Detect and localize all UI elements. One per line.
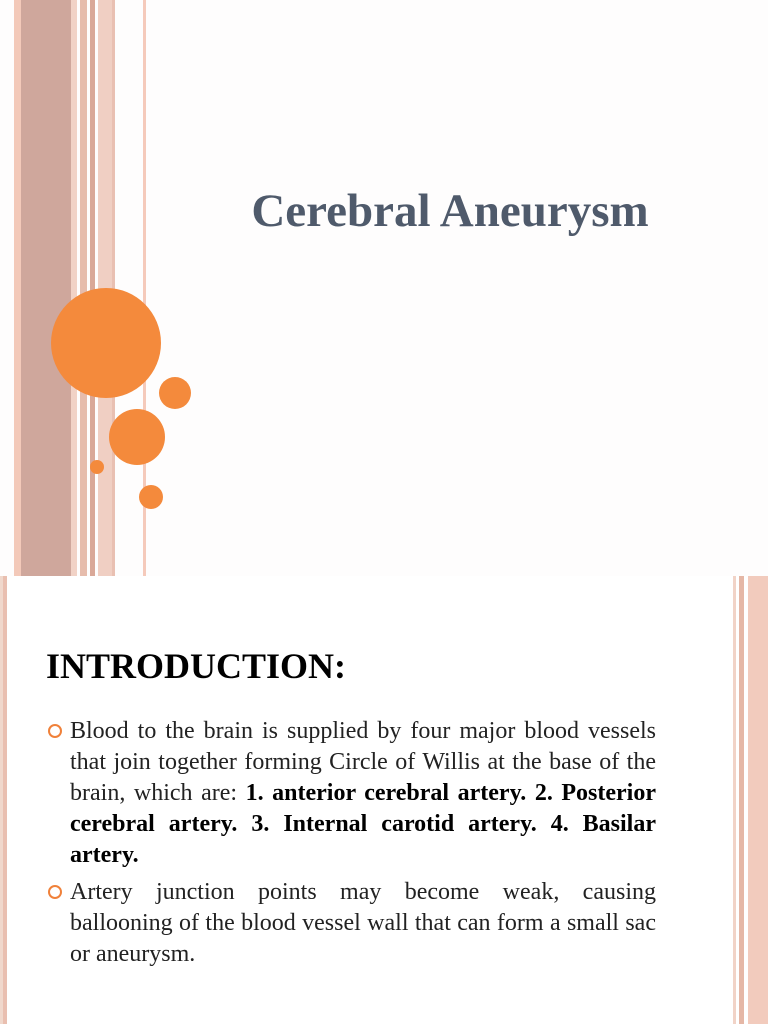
decor-circle (109, 409, 165, 465)
intro-slide (0, 576, 768, 1024)
decor-stripe (14, 0, 21, 576)
slide-title: Cerebral Aneurysm (251, 185, 649, 237)
decor-stripe (21, 0, 71, 576)
decor-circle (139, 485, 163, 509)
decor-stripe-left (3, 576, 7, 1024)
decor-stripe (80, 0, 87, 576)
decor-stripe-right (748, 576, 768, 1024)
decor-circle (90, 460, 104, 474)
bullet-text-plain: Artery junction points may become weak, causing ballooning of the blood vessel wall that can form a small sac or aneurysm. (70, 879, 656, 967)
bullet-text (70, 716, 656, 871)
bullet-text (70, 877, 656, 970)
decor-stripe (71, 0, 77, 576)
decor-circle-large (51, 288, 161, 398)
decor-stripe-right (739, 576, 744, 1024)
bullet-circle-icon (48, 885, 62, 899)
bullet-circle-icon (48, 724, 62, 738)
section-heading: INTRODUCTION: (46, 646, 347, 686)
bullet-text-bold: 1. anterior cerebral artery. 2. Posterior cerebral artery. 3. Internal carotid artery. 4. Basilar artery. (70, 780, 656, 868)
decor-stripe-right (733, 576, 736, 1024)
decor-circle (159, 377, 191, 409)
decor-stripe (90, 0, 95, 576)
bullet-text-plain: Blood to the brain is supplied by four major blood vessels that join together forming Circle of Willis at the base of the brain, which are: (70, 718, 656, 806)
